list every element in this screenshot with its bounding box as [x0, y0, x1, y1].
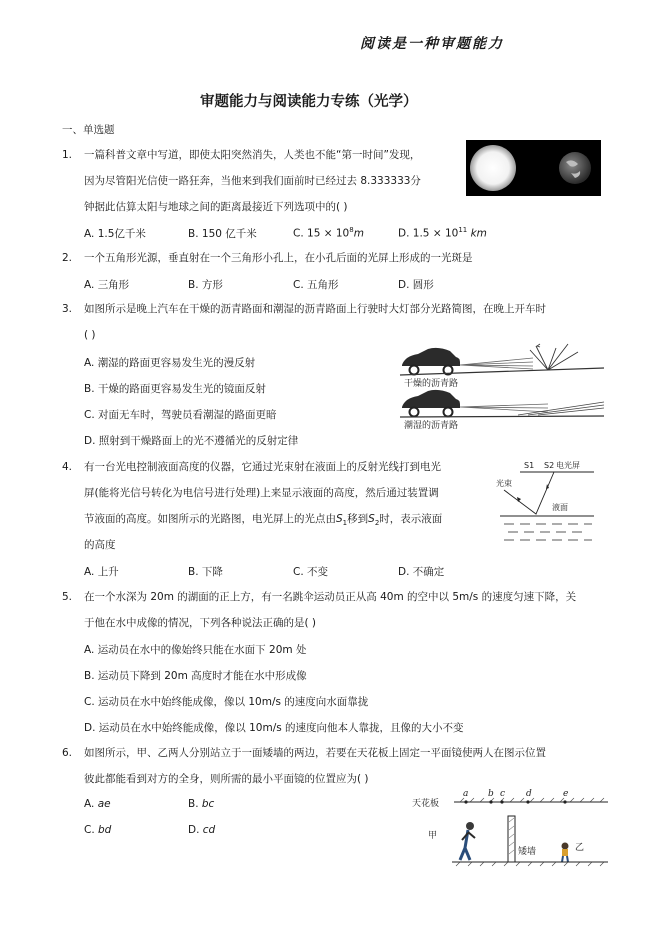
option-label: C.	[293, 227, 304, 240]
option-b[interactable]	[84, 381, 266, 396]
option-label: C.	[84, 696, 95, 708]
question-line: 有一台光电控制液面高度的仪器，它通过光束射在液面上的反射光线打到电光	[84, 461, 441, 473]
option-b[interactable]	[188, 277, 223, 292]
figure-label-wet: 潮湿的沥青路	[404, 421, 459, 430]
option-text: 照射到干燥路面上的光不遵循光的反射定律	[98, 435, 299, 447]
sun-icon	[470, 145, 516, 191]
point-label-b: b	[488, 789, 494, 799]
point-label-e: e	[563, 789, 569, 799]
option-a[interactable]	[84, 642, 306, 657]
option-label: C.	[84, 824, 95, 836]
option-a[interactable]	[84, 355, 255, 370]
option-a[interactable]	[84, 226, 146, 241]
option-label: B.	[188, 228, 199, 240]
s2-sub: 2	[374, 519, 380, 528]
option-d[interactable]	[398, 226, 487, 240]
option-c[interactable]	[293, 226, 364, 240]
point-label-a: a	[463, 789, 469, 799]
option-label: B.	[188, 798, 199, 810]
option-label: B.	[188, 566, 199, 578]
figure-label-screen: 电光屏	[556, 461, 580, 470]
s2-symbol: S	[368, 513, 375, 525]
question-line: 在一个水深为 20m 的湖面的正上方，有一名跳伞运动员正从高 40m 的空中以 5m/s 的速度匀速下降，关	[84, 591, 577, 603]
option-c[interactable]	[84, 824, 111, 836]
figure-label-liquid: 液面	[552, 503, 568, 512]
figure-label-ceiling: 天花板	[412, 799, 440, 809]
exponent: 11	[458, 226, 468, 234]
line-text-mid: 移到	[347, 513, 369, 525]
option-label: A.	[84, 798, 95, 810]
unit: km	[470, 227, 487, 240]
option-text: 运动员下降到 20m 高度时才能在水中形成像	[97, 670, 307, 682]
header-slogan: 阅读是一种审题能力	[360, 36, 504, 52]
question-line	[84, 512, 442, 530]
figure-label-yi: 乙	[575, 843, 585, 853]
option-label: D.	[398, 227, 410, 240]
option-c[interactable]	[84, 694, 368, 709]
question-line: 一个五角形光源，垂直射在一个三角形小孔上，在小孔后面的光屏上形成的一光斑是	[84, 252, 473, 264]
option-b[interactable]	[188, 798, 214, 810]
option-b[interactable]	[188, 564, 223, 579]
option-text: 圆形	[412, 279, 434, 291]
car-icon	[402, 348, 460, 375]
option-c[interactable]	[84, 407, 277, 422]
option-label: D.	[188, 824, 200, 836]
figure-label-jia: 甲	[428, 831, 438, 841]
option-text: 运动员在水中始终能成像，像以 10m/s 的速度向他本人靠拢，且像的大小不变	[98, 722, 464, 734]
figure-label-wall: 矮墙	[518, 847, 537, 857]
car-icon	[402, 390, 460, 417]
option-label: D.	[84, 722, 96, 734]
option-c[interactable]	[293, 564, 328, 579]
question-line: 于他在水中成像的情况，下列各种说法正确的是( )	[84, 617, 317, 629]
option-label: A.	[84, 357, 95, 369]
line-text: 节液面的高度。如图所示的光路图，电光屏上的光点由	[84, 513, 336, 525]
option-b[interactable]	[188, 226, 257, 241]
option-label: C.	[293, 279, 304, 291]
question-number: 1.	[62, 149, 73, 161]
unit: m	[353, 227, 364, 240]
option-label: A.	[84, 279, 95, 291]
point-label-c: c	[500, 789, 506, 799]
option-d[interactable]	[398, 277, 434, 292]
option-label: C.	[84, 409, 95, 421]
option-text: 运动员在水中的像始终只能在水面下 20m 处	[97, 644, 307, 656]
option-d[interactable]	[398, 564, 444, 579]
question-number: 2.	[62, 252, 73, 264]
question-line: 的高度	[84, 539, 116, 551]
option-label: A.	[84, 566, 95, 578]
question-line: 钟据此估算太阳与地球之间的距离最接近下列选项中的( )	[84, 201, 348, 213]
short-wall	[508, 816, 515, 862]
figure-label-s2: S2	[544, 461, 555, 470]
option-b[interactable]	[84, 668, 307, 683]
question-number: 3.	[62, 303, 73, 315]
person-yi-icon	[562, 843, 569, 863]
question-number: 5.	[62, 591, 73, 603]
line-text-end: 时，表示液面	[379, 513, 443, 525]
option-label: C.	[293, 566, 304, 578]
question-number: 4.	[62, 461, 73, 473]
option-text: 15 × 10	[307, 227, 350, 240]
option-label: A.	[84, 644, 95, 656]
option-text: bd	[98, 824, 112, 836]
question-line: 如图所示是晚上汽车在干燥的沥青路面和潮湿的沥青路面上行驶时大灯部分光路简图，在晚上开车时	[84, 303, 546, 315]
option-text: 干燥的路面更容易发生光的镜面反射	[97, 383, 266, 395]
option-a[interactable]	[84, 798, 111, 810]
figure-label-beam: 光束	[496, 479, 512, 488]
figure-label-s1: S1	[524, 461, 535, 470]
option-text: bc	[201, 798, 215, 810]
option-text: 对面无车时，驾驶员看潮湿的路面更暗	[98, 409, 277, 421]
sun-earth-image	[466, 140, 601, 196]
option-text: 运动员在水中始终能成像，像以 10m/s 的速度向水面靠拢	[98, 696, 369, 708]
question-line: 如图所示，甲、乙两人分别站立于一面矮墙的两边，若要在天花板上固定一平面镜使两人在图示位置	[84, 747, 546, 759]
s1-sub: 1	[342, 519, 348, 528]
option-label: B.	[188, 279, 199, 291]
figure-label-dry: 干燥的沥青路	[404, 379, 459, 389]
person-jia-icon	[460, 822, 475, 860]
option-text: cd	[202, 824, 216, 836]
option-d[interactable]	[84, 433, 298, 448]
option-text: 1.5亿千米	[97, 228, 146, 240]
earth-icon	[559, 152, 591, 184]
option-text: ae	[97, 798, 111, 810]
option-label: A.	[84, 228, 95, 240]
question-line: 彼此都能看到对方的全身，则所需的最小平面镜的位置应为( )	[84, 773, 369, 785]
option-text: 五角形	[307, 279, 339, 291]
question-line: ( )	[84, 329, 96, 341]
option-c[interactable]	[293, 277, 339, 292]
option-a[interactable]	[84, 277, 129, 292]
option-d[interactable]	[188, 824, 215, 836]
point-label-d: d	[526, 789, 532, 799]
option-text: 不变	[307, 566, 329, 578]
question-line: 因为尽管阳光信使一路狂奔，当他来到我们面前时已经过去 8.333333分	[84, 175, 421, 187]
s1-symbol: S	[336, 513, 343, 525]
question-line: 一篇科普文章中写道，即使太阳突然消失，人类也不能“第一时间”发现，	[84, 149, 421, 161]
option-text: 上升	[97, 566, 119, 578]
option-label: D.	[398, 279, 410, 291]
question-line: 屏(能将光信号转化为电信号进行处理)上来显示液面的高度，然后通过装置调	[84, 487, 439, 499]
option-d[interactable]	[84, 720, 464, 735]
section-heading: 一、单选题	[62, 124, 115, 136]
option-label: D.	[84, 435, 96, 447]
question-number: 6.	[62, 747, 73, 759]
option-text: 1.5 × 10	[412, 227, 459, 240]
option-text: 下降	[201, 566, 223, 578]
option-label: B.	[84, 670, 95, 682]
option-a[interactable]	[84, 564, 119, 579]
liquid-level-figure	[494, 456, 604, 548]
car-road-figure	[398, 338, 606, 430]
option-text: 不确定	[412, 566, 445, 578]
option-text: 潮湿的路面更容易发生光的漫反射	[97, 357, 256, 369]
option-label: B.	[84, 383, 95, 395]
page-title: 审题能力与阅读能力专练（光学）	[200, 94, 418, 110]
option-text: 方形	[201, 279, 223, 291]
wall-mirror-figure	[412, 786, 612, 868]
option-text: 三角形	[97, 279, 130, 291]
option-label: D.	[398, 566, 410, 578]
exponent: 8	[349, 226, 354, 234]
option-text: 150 亿千米	[201, 228, 257, 240]
